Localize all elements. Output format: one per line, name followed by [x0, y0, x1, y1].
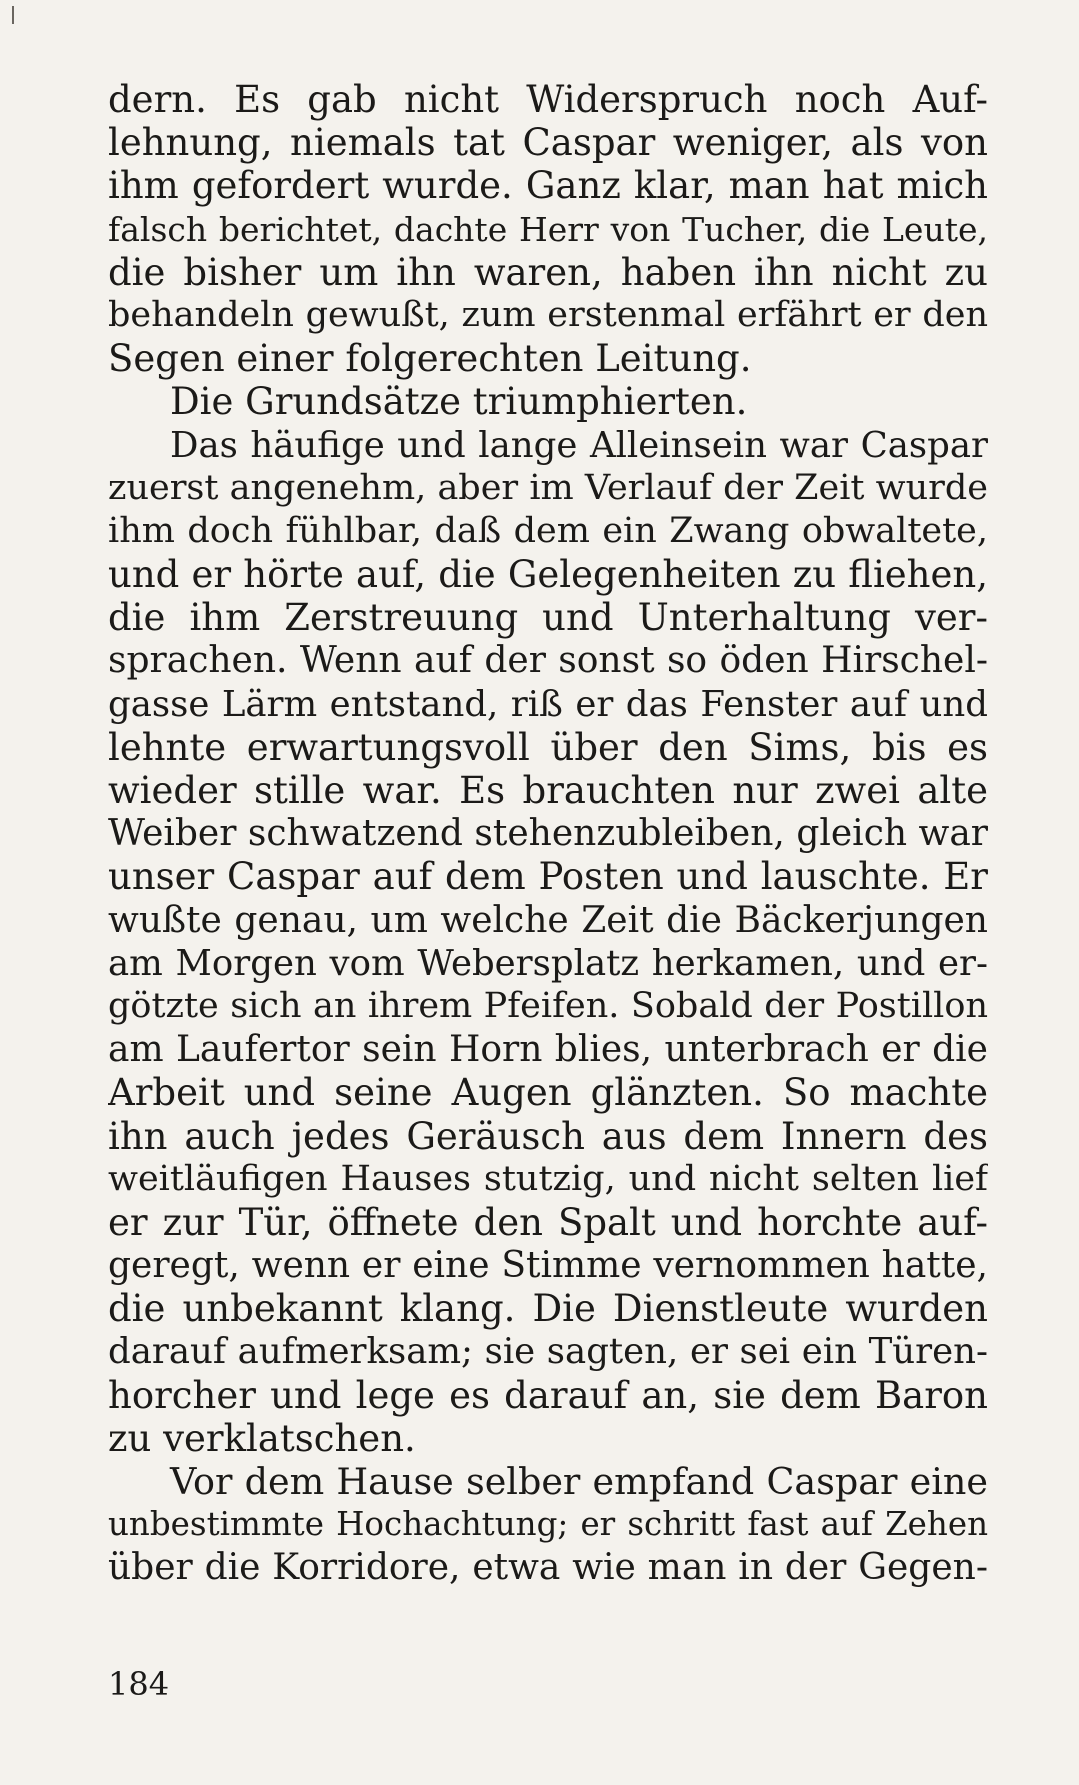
text-line: ihn auch jedes Geräusch aus dem Innern des — [108, 1114, 988, 1158]
text-line: er zur Tür, öffnete den Spalt und horchte auf- — [108, 1200, 988, 1244]
text-line: lehnung, niemals tat Caspar weniger, als von — [108, 121, 988, 165]
text-line: die unbekannt klang. Die Dienstleute wurden — [108, 1287, 988, 1331]
text-line: götzte sich an ihrem Pfeifen. Sobald der Postillon — [108, 985, 988, 1026]
text-line: behandeln gewußt, zum erstenmal erfährt er den — [108, 294, 988, 335]
text-line: Weiber schwatzend stehenzubleiben, gleich war — [108, 813, 988, 855]
scan-mark — [12, 6, 14, 24]
text-line: unser Caspar auf dem Posten und lauschte. Er — [108, 855, 988, 899]
body-text — [108, 78, 988, 1590]
text-line: unbestimmte Hochachtung; er schritt fast auf Zehen — [108, 1505, 988, 1544]
text-line: am Morgen vom Webersplatz herkamen, und er- — [108, 942, 988, 984]
text-line: ihm doch fühlbar, daß dem ein Zwang obwaltete, — [108, 510, 988, 551]
text-line: am Laufertor sein Horn blies, unterbrach er die — [108, 1029, 988, 1071]
text-line: Vor dem Hause selber empfand Caspar eine — [170, 1460, 988, 1503]
text-line: die bisher um ihn waren, haben ihn nicht zu — [108, 250, 988, 294]
text-line: geregt, wenn er eine Stimme vernommen hatte, — [108, 1245, 988, 1287]
text-line: die ihm Zerstreuung und Unterhaltung ver- — [108, 596, 988, 640]
text-line: ihm gefordert wurde. Ganz klar, man hat mich — [108, 164, 988, 208]
text-line: falsch berichtet, dachte Herr von Tucher, die Leute, — [108, 209, 988, 249]
text-line: horcher und lege es darauf an, sie dem Baron — [108, 1373, 988, 1417]
text-line: zu verklatschen. — [108, 1416, 416, 1460]
text-line: dern. Es gab nicht Widerspruch noch Auf- — [108, 78, 988, 121]
text-line: zuerst angenehm, aber im Verlauf der Zeit wurde — [108, 467, 988, 508]
text-line: gasse Lärm entstand, riß er das Fenster auf und — [108, 683, 988, 725]
text-line: Das häufige und lange Alleinsein war Caspar — [170, 424, 988, 466]
text-line: über die Korridore, etwa wie man in der Gegen- — [108, 1547, 988, 1589]
page-number: 184 — [108, 1665, 170, 1703]
text-line: Arbeit und seine Augen glänzten. So machte — [108, 1071, 988, 1115]
text-line: Segen einer folgerechten Leitung. — [108, 337, 752, 381]
text-line: Die Grundsätze triumphierten. — [170, 380, 748, 424]
text-line: darauf aufmerksam; sie sagten, er sei ein Türen- — [108, 1331, 988, 1373]
text-line: und er hörte auf, die Gelegenheiten zu fliehen, — [108, 553, 988, 597]
text-line: sprachen. Wenn auf der sonst so öden Hirschel- — [108, 640, 988, 682]
text-line: weitläufigen Hauses stutzig, und nicht selten lief — [108, 1158, 988, 1199]
text-line: wußte genau, um welche Zeit die Bäckerjungen — [108, 899, 988, 941]
text-line: lehnte erwartungsvoll über den Sims, bis es — [108, 725, 988, 769]
text-line: wieder stille war. Es brauchten nur zwei alte — [108, 769, 988, 812]
